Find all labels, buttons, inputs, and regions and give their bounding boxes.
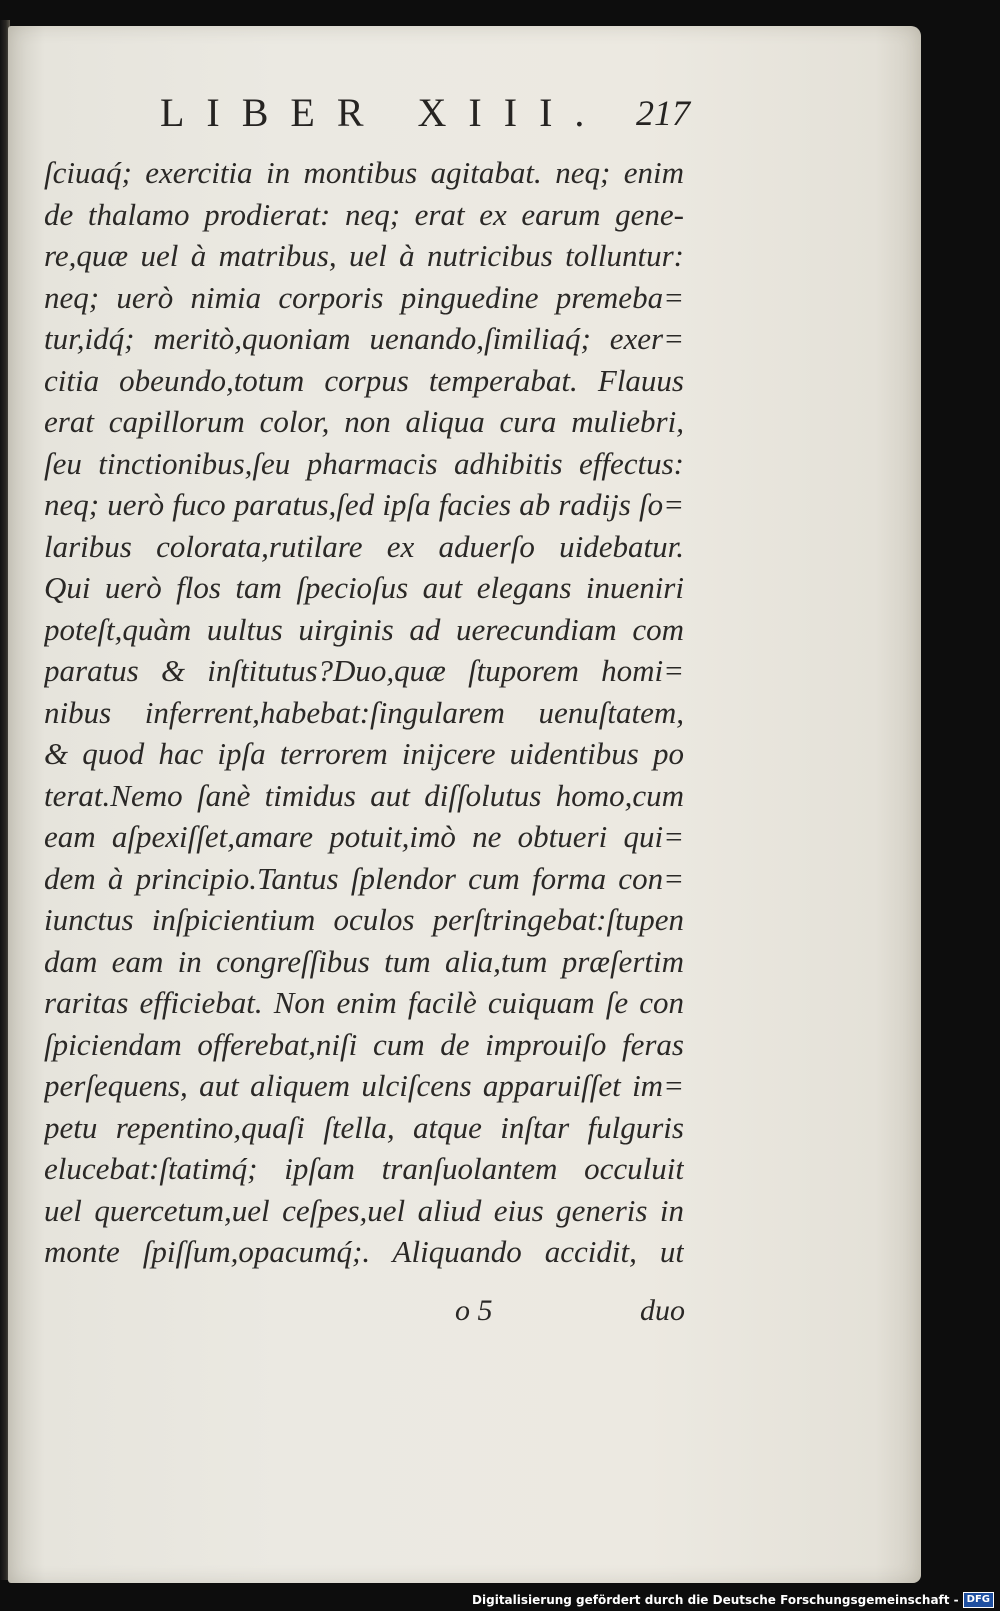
text-line: nibus inferrent,habebat:ſingularem uenuſtatem,: [44, 694, 684, 730]
text-line: dam eam in congreſſibus tum alia,tum præſertim: [44, 943, 684, 979]
text-line: uel quercetum,uel ceſpes,uel aliud eius generis in: [44, 1192, 684, 1228]
text-line: tur,idq́; meritò,quoniam uenando,ſimiliaq́; exer=: [44, 321, 684, 356]
text-line: elucebat:ſtatimq́; ipſam tranſuolantem occuluit: [44, 1151, 684, 1186]
text-line: citia obeundo,totum corpus temperabat. Flauus: [44, 362, 684, 398]
text-line: erat capillorum color, non aliqua cura muliebri,: [44, 404, 684, 439]
text-line: dem à principio.Tantus ſplendor cum forma con=: [44, 860, 684, 896]
text-line: raritas efficiebat. Non enim facilè cuiquam ſe con: [44, 985, 684, 1020]
text-line: terat.Nemo ſanè timidus aut diſſolutus homo,cum: [44, 777, 684, 813]
page-header: [160, 83, 690, 143]
text-line: eam aſpexiſſet,amare potuit,imò ne obtueri qui=: [44, 819, 684, 854]
text-line: neq; uerò fuco paratus,ſed ipſa facies ab radijs ſo=: [44, 487, 684, 522]
signature-mark: o 5: [455, 1294, 493, 1327]
text-line: perſequens, aut aliquem ulciſcens apparuiſſet im=: [44, 1068, 684, 1103]
text-line: poteſt,quàm uultus uirginis ad uerecundiam com: [44, 611, 684, 647]
text-line: & quod hac ipſa terrorem inijcere uidentibus po: [44, 736, 684, 771]
text-line: ſeu tinctionibus,ſeu pharmacis adhibitis effectus:: [44, 445, 684, 481]
text-line: laribus colorata,rutilare ex aduerſo uidebatur.: [44, 528, 684, 564]
body-text: [44, 152, 684, 1273]
catchword: duo: [640, 1294, 685, 1327]
page-footer: [455, 1291, 685, 1331]
running-title: LIBER XIII.: [160, 90, 607, 135]
text-line: ſciuaq́; exercitia in montibus agitabat. neq; enim: [44, 155, 684, 190]
dfg-logo: DFG: [963, 1592, 994, 1608]
text-line: paratus & inſtitutus?Duo,quæ ſtuporem homi=: [44, 653, 684, 688]
text-line: neq; uerò nimia corporis pinguedine premeba=: [44, 279, 684, 315]
text-line: monte ſpiſſum,opacumq́;. Aliquando accidit, ut: [44, 1234, 684, 1269]
page-number: 217: [636, 93, 690, 133]
text-line: petu repentino,quaſi ſtella, atque inſtar fulguris: [44, 1109, 684, 1145]
text-line: iunctus inſpicientium oculos perſtringebat:ſtupen: [44, 902, 684, 937]
text-line: de thalamo prodierat: neq; erat ex earum gene-: [44, 196, 684, 232]
text-line: re,quæ uel à matribus, uel à nutricibus tolluntur:: [44, 238, 684, 273]
text-line: ſpiciendam offerebat,niſi cum de improuiſo feras: [44, 1026, 684, 1062]
text-line: Qui uerò flos tam ſpecioſus aut elegans inueniri: [44, 570, 684, 605]
credit-text: Digitalisierung gefördert durch die Deutsche Forschungsgemeinschaft -: [472, 1593, 959, 1607]
digitization-credit: [472, 1591, 994, 1609]
